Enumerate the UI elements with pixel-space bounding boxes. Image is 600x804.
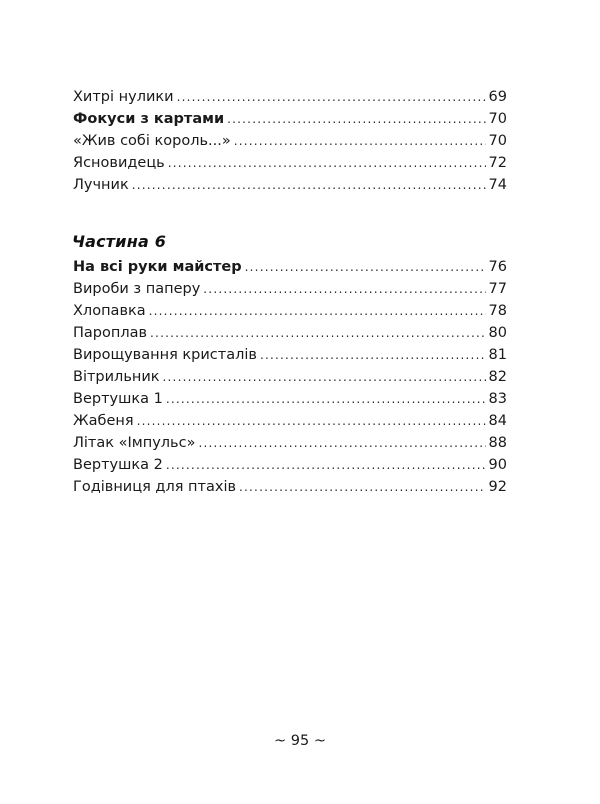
toc-entry-page: 88	[488, 435, 507, 451]
toc-entry-page: 70	[488, 133, 507, 149]
toc-dot-leader	[177, 86, 486, 108]
toc-entry	[73, 130, 507, 152]
toc-entry-title: Хитрі нулики	[73, 89, 174, 105]
toc-entry-page: 92	[488, 479, 507, 495]
toc-entry	[73, 432, 507, 454]
toc-entry-title: Хлопавка	[73, 303, 146, 319]
toc-dot-leader	[168, 152, 486, 174]
toc-entry	[73, 278, 507, 300]
toc-dot-leader	[163, 366, 486, 388]
toc-dot-leader	[166, 388, 486, 410]
toc-dot-leader	[260, 344, 486, 366]
toc-entry-page: 82	[488, 369, 507, 385]
toc-entry-page: 84	[488, 413, 507, 429]
toc-entry-page: 77	[488, 281, 507, 297]
toc-entry	[73, 86, 507, 108]
toc-entry-title: Вертушка 2	[73, 457, 163, 473]
toc-entry-page: 81	[488, 347, 507, 363]
toc-entry-page: 80	[488, 325, 507, 341]
toc-entry-page: 90	[488, 457, 507, 473]
toc-dot-leader	[149, 300, 486, 322]
toc-entry	[73, 300, 507, 322]
toc-entry-title: Вертушка 1	[73, 391, 163, 407]
toc-entry	[73, 476, 507, 498]
toc-dot-leader	[203, 278, 485, 300]
part-heading: Частина 6	[72, 232, 167, 251]
toc-entry-page: 78	[488, 303, 507, 319]
toc-entry-page: 70	[488, 111, 507, 127]
toc-dot-leader	[198, 432, 485, 454]
toc-entry-page: 76	[488, 259, 507, 275]
toc-entry-page: 69	[488, 89, 507, 105]
toc-entry-title: «Жив собі король...»	[73, 133, 231, 149]
toc-section-top	[73, 86, 507, 196]
toc-entry	[73, 344, 507, 366]
page-number: ~ 95 ~	[274, 733, 326, 749]
toc-entry	[73, 410, 507, 432]
toc-entry	[73, 322, 507, 344]
toc-entry-title: На всі руки майстер	[73, 259, 242, 275]
toc-dot-leader	[239, 476, 486, 498]
toc-section-part6	[73, 256, 507, 498]
toc-entry	[73, 174, 507, 196]
toc-dot-leader	[132, 174, 486, 196]
toc-entry-title: Літак «Імпульс»	[73, 435, 196, 451]
toc-entry-title: Лучник	[73, 177, 129, 193]
toc-entry-title: Вітрильник	[73, 369, 160, 385]
toc-dot-leader	[234, 130, 486, 152]
toc-entry-title: Пароплав	[73, 325, 148, 341]
toc-entry-title: Фокуси з картами	[73, 111, 225, 127]
toc-dot-leader	[150, 322, 486, 344]
toc-entry-page: 74	[488, 177, 507, 193]
toc-entry-page: 83	[488, 391, 507, 407]
toc-dot-leader	[227, 108, 485, 130]
toc-entry-title: Ясновидець	[73, 155, 165, 171]
toc-entry	[73, 152, 507, 174]
toc-entry	[73, 388, 507, 410]
toc-entry-title: Годівниця для птахів	[73, 479, 237, 495]
toc-entry	[73, 366, 507, 388]
toc-entry	[73, 256, 507, 278]
toc-dot-leader	[137, 410, 486, 432]
toc-entry-page: 72	[488, 155, 507, 171]
toc-entry	[73, 454, 507, 476]
toc-entry-title: Вироби з паперу	[73, 281, 201, 297]
toc-entry-title: Жабеня	[73, 413, 134, 429]
toc-entry-title: Вирощування кристалів	[73, 347, 257, 363]
toc-dot-leader	[166, 454, 486, 476]
toc-entry	[73, 108, 507, 130]
toc-dot-leader	[245, 256, 486, 278]
